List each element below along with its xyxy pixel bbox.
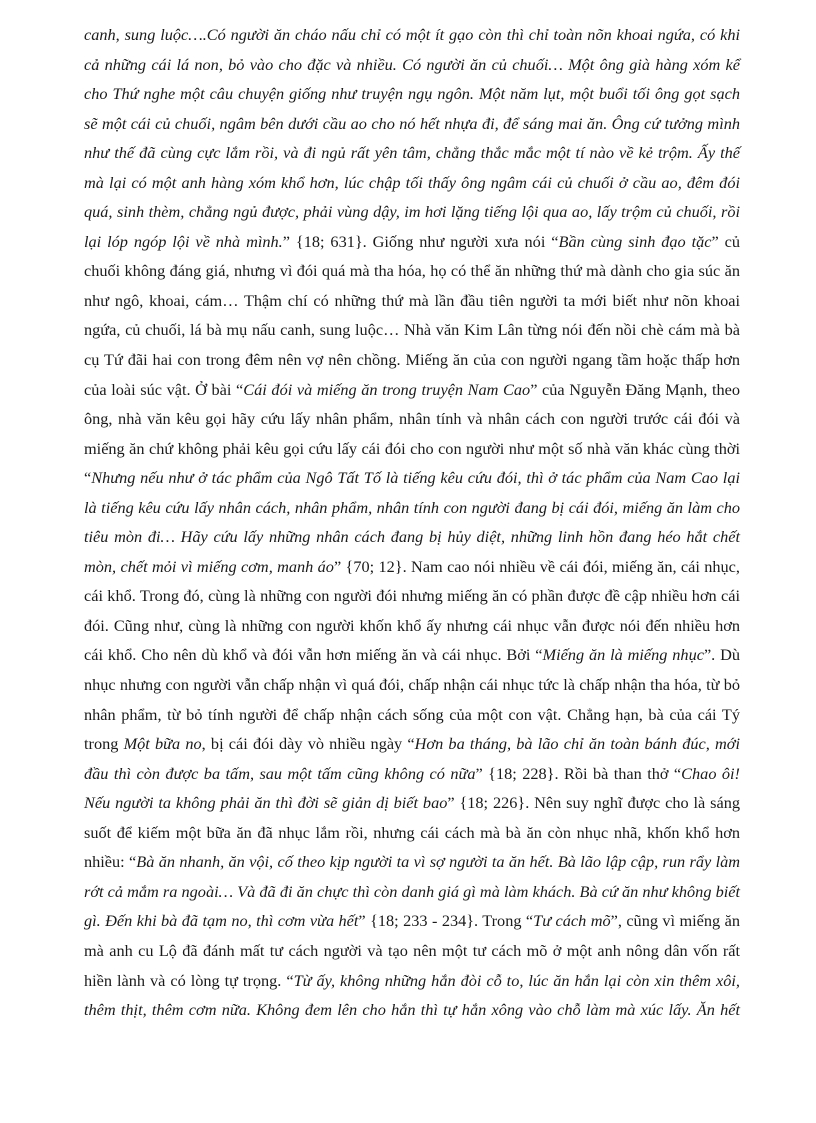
- text-segment: ”. Dù: [703, 645, 740, 665]
- text-segment: của loài súc vật. Ở bài “: [84, 379, 244, 399]
- text-segment: nhân phẩm, từ bỏ tính người để chấp nhận cách sống của một con vật. Chẳng hạn, bà của cái Tý: [84, 704, 740, 724]
- text-segment: hiền lành và có lòng tự trọng. “: [84, 970, 294, 990]
- text-line: [84, 552, 740, 582]
- text-line: [84, 345, 740, 375]
- italic-text-segment: gì. Đến khi bà đã tạm no, thì cơm vừa hết: [84, 911, 359, 931]
- text-line: [84, 138, 740, 168]
- text-line: [84, 700, 740, 730]
- text-segment: ”, cũng vì miếng ăn: [610, 911, 740, 931]
- italic-text-segment: cho Thứ nghe một câu chuyện giống như truyện ngụ ngôn. Một năm lụt, một buổi tối ông gọt sạch: [84, 84, 740, 104]
- italic-text-segment: Hơn ba tháng, bà lão chỉ ăn toàn bánh đúc, mới: [414, 734, 741, 754]
- text-line: [84, 611, 740, 641]
- italic-text-segment: thêm thịt, thêm cơm nữa. Không đem lên cho hắn thì tự hắn xông vào chỗ làm mà xúc lấy. Ăn hết: [84, 1000, 740, 1020]
- text-line: [84, 434, 740, 464]
- text-line: [84, 995, 740, 1025]
- text-line: [84, 818, 740, 848]
- text-line: [84, 463, 740, 493]
- text-line: [84, 670, 740, 700]
- text-segment: nhục nhưng con người vẫn chấp nhận vì quá đói, chấp nhận cái nhục tức là chấp nhận tha hóa, từ bỏ: [84, 675, 740, 695]
- text-segment: cái khổ. Cho nên dù khổ và đói vẫn hơn miếng ăn và cái nhục. Bởi “: [84, 645, 543, 665]
- italic-text-segment: là tiếng kêu cứu lấy nhân cách, nhân phẩm, nhân tính con người đang bị cái đói, miếng ăn làm cho: [84, 497, 740, 517]
- text-segment: miếng ăn chứ không phải kêu gọi cứu lấy cái đói cho con người như một số nhà văn khác cùng thời: [84, 438, 740, 458]
- text-segment: ” {18; 228}. Rồi bà than thở “: [475, 763, 682, 783]
- italic-text-segment: rớt cả mắm ra ngoài… Và đã đi ăn chực thì còn danh giá gì mà làm khách. Bà cứ ăn như không biết: [84, 881, 740, 901]
- text-segment: “: [84, 468, 92, 488]
- italic-text-segment: Một bữa no: [123, 734, 202, 754]
- text-segment: ông, nhà văn kêu gọi hãy cứu lấy nhân phẩm, nhân tính và nhân cách con người trước cái đói và: [84, 409, 740, 429]
- text-line: [84, 79, 740, 109]
- text-line: [84, 256, 740, 286]
- text-line: [84, 759, 740, 789]
- text-line: [84, 493, 740, 523]
- text-segment: ” của Nguyễn Đăng Mạnh, theo: [530, 379, 741, 399]
- italic-text-segment: như thế đã cùng cực lắm rồi, và đi ngủ rất yên tâm, chẳng thắc mắc một tí nào về kẻ trộm. Ấy thế: [84, 143, 740, 163]
- italic-text-segment: Bà ăn nhanh, ăn vội, cố theo kịp người ta vì sợ người ta ăn hết. Bà lão lập cập, run rẩy làm: [136, 852, 741, 872]
- italic-text-segment: Cái đói và miếng ăn trong truyện Nam Cao: [243, 379, 531, 399]
- text-segment: đói. Cũng như, cùng là những con người khốn khổ ấy nhưng cái nhục vẫn được nói đến nhiều hơn: [84, 615, 740, 635]
- italic-text-segment: tiêu mòn đi… Hãy cứu lấy những nhân cách đang bị hủy diệt, những linh hồn đang héo hắt chết: [84, 527, 740, 547]
- text-segment: mà anh cu Lộ đã đánh mất tư cách người và tạo nên một tư cách mõ ở một anh nông dân vốn rất: [84, 940, 740, 960]
- italic-text-segment: Miếng ăn là miếng nhục: [542, 645, 704, 665]
- italic-text-segment: Từ ấy, không những hắn đòi cỗ to, lúc ăn hắn lại còn xin thêm xôi,: [293, 970, 740, 990]
- text-segment: ” {18; 226}. Nên suy nghĩ được cho là sáng: [447, 793, 740, 813]
- text-segment: trong: [84, 734, 124, 754]
- text-segment: chuối không đáng giá, nhưng vì đói quá mà tha hóa, họ có thể ăn những thứ mà dành cho gia súc ăn: [84, 261, 740, 281]
- italic-text-segment: đầu thì còn được ba tấm, sau một tấm cũng không có nữa: [84, 763, 476, 783]
- text-line: [84, 936, 740, 966]
- italic-text-segment: Chao ôi!: [681, 763, 740, 783]
- italic-text-segment: mòn, chết mỏi vì miếng cơm, manh áo: [84, 556, 334, 576]
- text-segment: cái khổ. Trong đó, cùng là những con người đói nhưng miếng ăn có phần được đề cập nhiều hơn cái: [84, 586, 740, 606]
- text-line: [84, 50, 740, 80]
- text-segment: nhiều: “: [84, 852, 137, 872]
- text-line: [84, 227, 740, 257]
- italic-text-segment: mà lại có một anh hàng xóm khổ hơn, lúc chập tối thấy ông ngâm cái củ chuối ở cầu ao, đêm đói: [84, 172, 740, 192]
- text-segment: ” {18; 233 - 234}. Trong “: [358, 911, 534, 931]
- italic-text-segment: Nhưng nếu như ở tác phẩm của Ngô Tất Tố là tiếng kêu cứu đói, thì ở tác phẩm của Nam Cao lại: [91, 468, 740, 488]
- italic-text-segment: Nếu người ta không phải ăn thì đời sẽ giản dị biết bao: [84, 793, 448, 813]
- italic-text-segment: cả những cái lá non, bỏ vào cho đặc và nhiều. Có người ăn củ chuối… Một ông già hàng xóm kể: [84, 54, 740, 74]
- text-line: [84, 788, 740, 818]
- text-line: [84, 966, 740, 996]
- text-line: [84, 404, 740, 434]
- text-line: [84, 640, 740, 670]
- text-segment: ngứa, củ chuối, lá bà mụ nấu canh, sung luộc… Nhà văn Kim Lân từng nói đến nồi chè cám mà bà: [84, 320, 740, 340]
- text-segment: cụ Tứ đãi hai con trong đêm nên vợ nên chồng. Miếng ăn của con người ngang tầm hoặc thấp hơn: [84, 350, 740, 370]
- text-segment: suốt để kiếm một bữa ăn đã nhục lắm rồi, nhưng cái cách mà bà ăn còn nhục nhã, khốn khổ hơn: [84, 822, 740, 842]
- italic-text-segment: sẽ một cái củ chuối, ngâm bên dưới cầu ao cho nó hết nhựa đi, để sáng mai ăn. Ông cứ tưởng mình: [84, 113, 740, 133]
- text-segment: ” {18; 631}. Giống như người xưa nói “: [282, 231, 559, 251]
- text-segment: , bị cái đói dày vò nhiều ngày “: [201, 734, 415, 754]
- text-line: [84, 315, 740, 345]
- text-line: [84, 20, 740, 50]
- italic-text-segment: Bần cùng sinh đạo tặc: [558, 231, 712, 251]
- text-segment: ” {70; 12}. Nam cao nói nhiều về cái đói, miếng ăn, cái nhục,: [333, 556, 740, 576]
- text-line: [84, 877, 740, 907]
- text-line: [84, 581, 740, 611]
- text-line: [84, 109, 740, 139]
- italic-text-segment: quá, sinh thèm, chẳng ngủ được, phải vùng dậy, im hơi lặng tiếng lội qua ao, lấy trộm củ chuối, rồi: [84, 202, 740, 222]
- text-segment: ” củ: [711, 231, 741, 251]
- italic-text-segment: Tư cách mõ: [533, 911, 611, 931]
- text-line: [84, 729, 740, 759]
- italic-text-segment: canh, sung luộc….Có người ăn cháo nấu chỉ có một ít gạo còn thì chỉ toàn nõn khoai ngứa, có khi: [84, 25, 740, 44]
- italic-text-segment: lại lóp ngóp lội về nhà mình.: [84, 231, 283, 251]
- text-line: [84, 522, 740, 552]
- text-line: [84, 286, 740, 316]
- text-segment: như ngô, khoai, cám… Thậm chí có những thứ mà lần đầu tiên người ta mới biết như nõn khoai: [84, 290, 740, 310]
- text-line: [84, 375, 740, 405]
- text-line: [84, 906, 740, 936]
- text-line: [84, 847, 740, 877]
- document-page: [84, 20, 740, 1025]
- text-line: [84, 197, 740, 227]
- text-line: [84, 168, 740, 198]
